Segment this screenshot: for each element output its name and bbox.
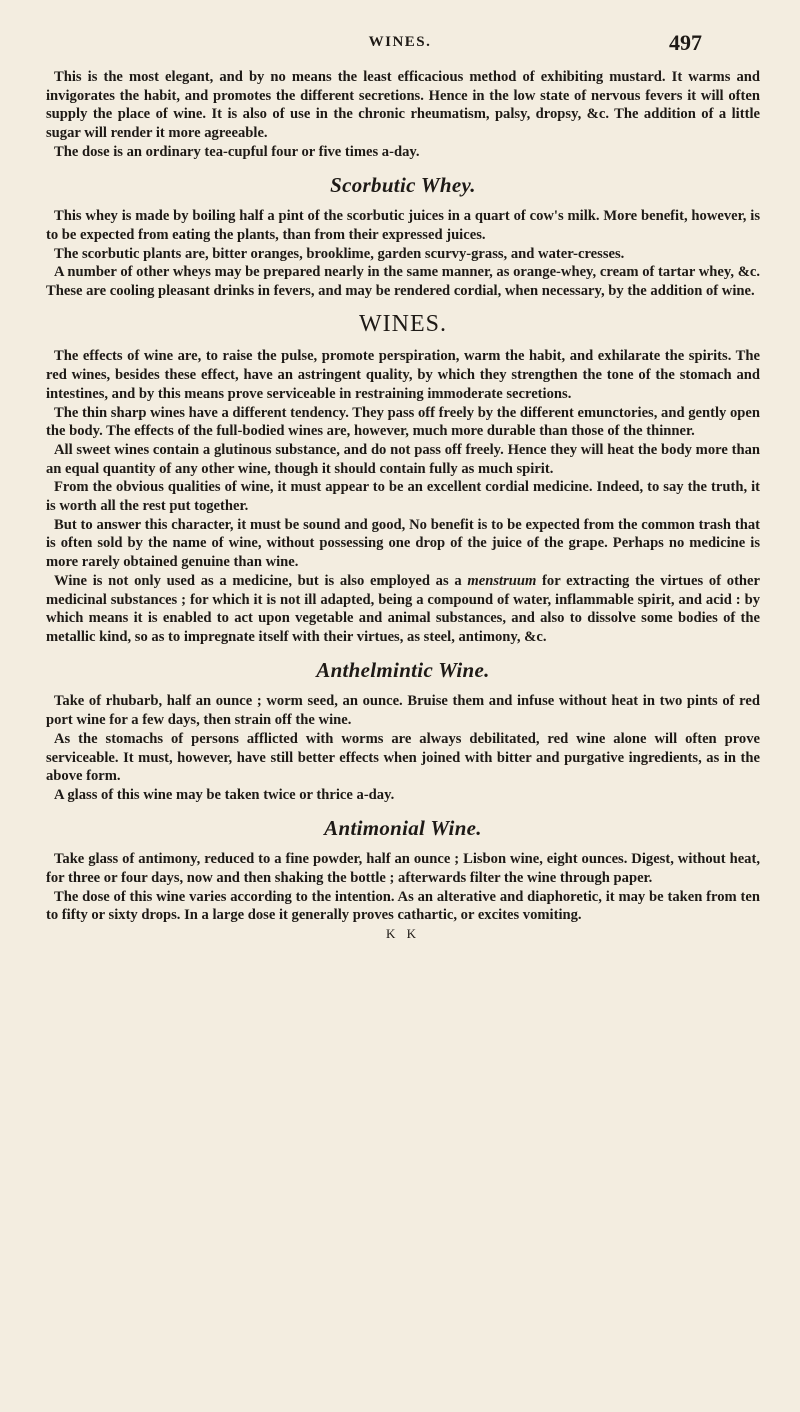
paragraph-anthelmintic-2: As the stomachs of persons afflicted with worms are always debilitated, red wine alone will often prove serviceable. It must, however, have still better effects when joined with bitter and purgative ingredients, as in the above form. xyxy=(46,730,760,785)
paragraph-dose: The dose is an ordinary tea-cupful four or five times a-day. xyxy=(54,143,420,160)
heading-wines: WINES. xyxy=(359,310,447,337)
paragraph-scorbutic-3: A number of other wheys may be prepared nearly in the same manner, as orange-whey, cream of tartar whey, &c. These are cooling pleasant drinks in fevers, and may be rendered cordial, when necessary, by the addition of wine. xyxy=(46,264,760,300)
paragraph-scorbutic-2: The scorbutic plants are, bitter oranges, brooklime, garden scurvy-grass, and water-cresses. xyxy=(54,245,625,262)
paragraph-wines-3: All sweet wines contain a glutinous substance, and do not pass off freely. Hence they will heat the body more than an equal quantity of any other wine, though it should contain fully as much spirit. xyxy=(46,441,760,477)
paragraph-wines-2: The thin sharp wines have a different tendency. They pass off freely by the different emunctories, and gently open the body. The effects of the full-bodied wines are, however, much more durable than those of the thinner. xyxy=(46,404,760,440)
paragraph-anthelmintic-3: A glass of this wine may be taken twice or thrice a-day. xyxy=(54,786,395,803)
paragraph-wines-1: The effects of wine are, to raise the pulse, promote perspiration, warm the habit, and exhilarate the spirits. The red wines, besides these effect, have an astringent quality, by which they strengthen the tone of the stomach and intestines, and by this means prove serviceable in restraining immoderate secretions. xyxy=(46,348,760,402)
paragraph-mustard-whey: This is the most elegant, and by no means the least efficacious method of exhibiting mustard. It warms and invigorates the habit, and promotes the different secretions. Hence in the low state of nervous fevers it will often supply the place of wine. It is also of use in the chronic rheumatism, palsy, dropsy, &c. The addition of a little sugar will render it more agreeable. xyxy=(46,69,760,142)
paragraph-anthelmintic-1: Take of rhubarb, half an ounce ; worm seed, an ounce. Bruise them and infuse without heat in two pints of red port wine for a few days, then strain off the wine. xyxy=(46,693,760,729)
running-head: WINES. xyxy=(368,34,432,50)
heading-antimonial-wine: Antimonial Wine. xyxy=(324,815,482,840)
paragraph-wines-5: But to answer this character, it must be sound and good, No benefit is to be expected from the common trash that is often sold by the name of wine, without possessing one drop of the juice of the grape. Perhaps no medicine is more rarely obtained genuine than wine. xyxy=(46,516,760,571)
text-run: Wine is not only used as a medicine, but is also employed as a xyxy=(54,572,468,589)
paragraph-antimonial-2: The dose of this wine varies according to the intention. As an alterative and diaphoretic, it may be taken from ten to fifty or sixty drops. In a large dose it generally proves cathartic, or excites vomiting. xyxy=(46,888,760,924)
paragraph-wines-6 xyxy=(46,572,760,647)
text-run: for extracting the virtues of other medicinal substances ; for which it is not ill adapted, being a compound of water, inflammable spirit, and acid : by which means it is enabled to act upon vegetable and animal substances, and also to dissolve some bodies of the metallic kind, so as to impregnate itself with their virtues, as steel, antimony, &c. xyxy=(46,572,760,645)
page-number: 497 xyxy=(669,30,702,55)
heading-scorbutic-whey: Scorbutic Whey. xyxy=(330,172,476,197)
page-body xyxy=(46,68,760,944)
paragraph-wines-4: From the obvious qualities of wine, it must appear to be an excellent cordial medicine. Indeed, to say the truth, it is worth all the rest put together. xyxy=(46,479,760,515)
paragraph-antimonial-1: Take glass of antimony, reduced to a fine powder, half an ounce ; Lisbon wine, eight ounces. Digest, without heat, for three or four days, now and then shaking the bottle ; afterwards filter the wine through paper. xyxy=(46,851,760,887)
paragraph-scorbutic-1: This whey is made by boiling half a pint of the scorbutic juices in a quart of cow's milk. More benefit, however, is to be expected from eating the plants, than from their expressed juices. xyxy=(46,208,760,243)
italic-term: menstruum xyxy=(467,572,537,589)
signature-mark: K K xyxy=(385,926,421,942)
heading-anthelmintic-wine: Anthelmintic Wine. xyxy=(316,657,490,682)
